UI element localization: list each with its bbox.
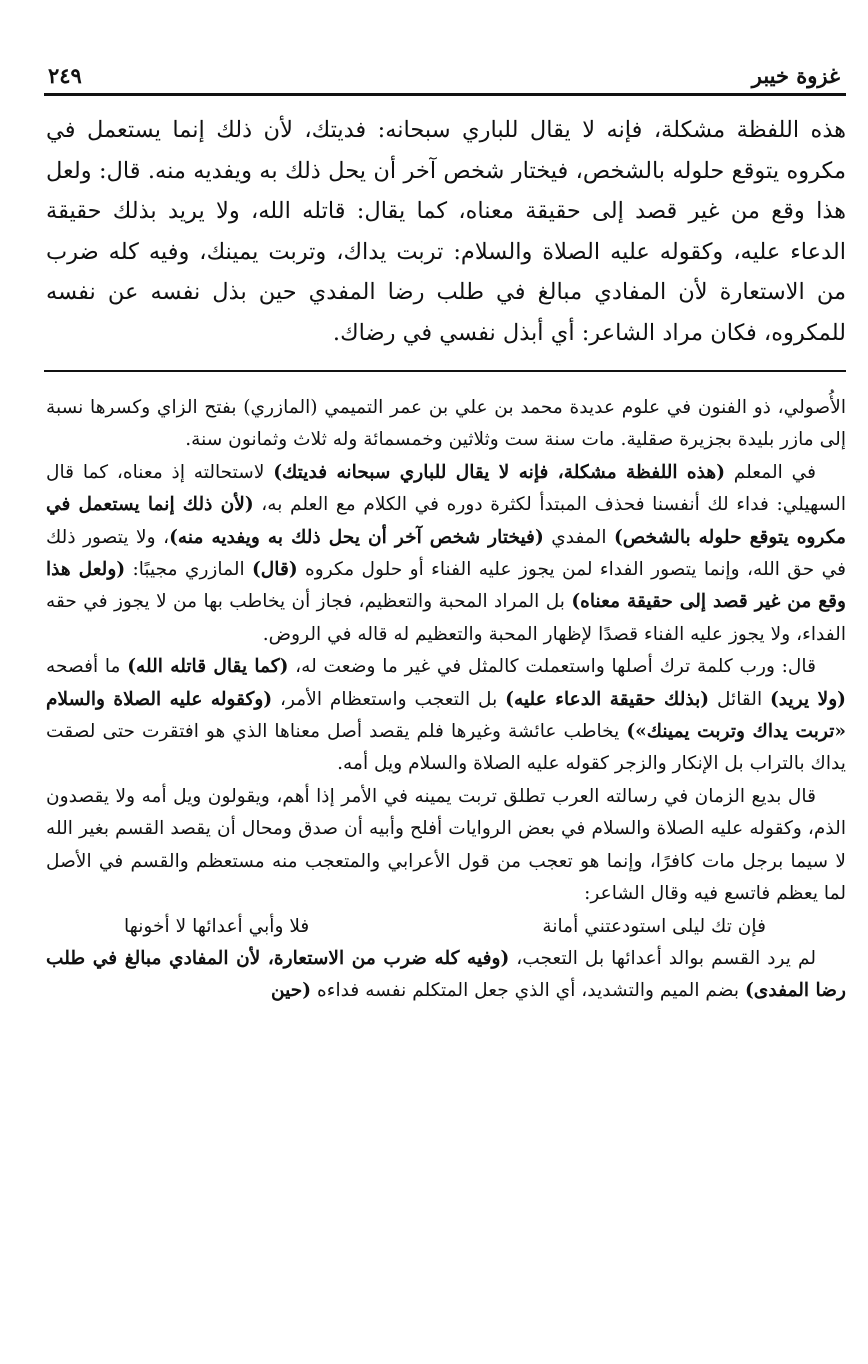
commentary <box>46 392 846 1008</box>
main-text <box>46 110 846 354</box>
commentary-text: بل المراد المحبة والتعظيم، فجاز أن يخاطب بها من لا يجوز في حقه الفداء، ولا يجوز عليه الفناء قصدًا لإظهار المحبة والتعظيم له قاله في الروض. <box>46 591 846 645</box>
quoted-matn: (فيختار شخص آخر أن يحل ذلك به ويفديه منه) <box>169 526 544 548</box>
quoted-matn: (بذلك حقيقة الدعاء عليه) <box>505 688 710 710</box>
quoted-matn: (وكقوله عليه الصلاة والسلام «تربت يداك وتربت يمينك») <box>46 688 846 743</box>
commentary-text: ما أفصحه <box>46 656 128 678</box>
quoted-matn: (لأن ذلك إنما يستعمل في مكروه يتوقع حلوله بالشخص) <box>46 494 846 548</box>
commentary-text: المفدي <box>543 526 614 548</box>
commentary-text: قال: ورب كلمة ترك أصلها واستعملت كالمثل في غير ما وضعت له، <box>288 656 816 678</box>
quoted-matn: (ولعل هذا وقع من غير قصد إلى حقيقة معناه) <box>46 559 846 613</box>
commentary-text: ، ولا يتصور ذلك في حق الله، وإنما يتصور الفداء لمن يجوز عليه الفناء أو حلول مكروه <box>46 526 846 581</box>
commentary-paragraph-4: قال بديع الزمان في رسالته العرب تطلق تربت يمينه في الأمر إذا أهم، ويقولون ويل أمه ولا يقصدون الذم، وكقوله عليه الصلاة والسلام في بعض الروايات أفلح وأبيه أن صدق ومحال أن يقصد القسم بغير الله لا سيما برجل مات كافرًا، وإنما هو تعجب من قول الأعرابي والمتعجب منه مستعظم والقسم في الأصل لما يعظم فاتسع فيه وقال الشاعر: <box>46 785 846 905</box>
quoted-matn: (هذه اللفظة مشكلة، فإنه لا يقال للباري سبحانه فديتك) <box>273 461 726 483</box>
commentary-text: في المعلم <box>725 461 816 483</box>
commentary-text: لم يرد القسم بوالد أعدائها بل التعجب، <box>509 947 816 969</box>
commentary-text: المازري مجيبًا: <box>125 559 252 581</box>
page-header <box>48 42 840 88</box>
quoted-matn: (ولا يريد) <box>770 688 846 710</box>
quoted-matn: (حين <box>271 980 312 1002</box>
quoted-matn: (وفيه كله ضرب من الاستعارة، لأن المفادي مبالغ في طلب رضا المفدى) <box>46 947 846 1002</box>
main-paragraph: هذه اللفظة مشكلة، فإنه لا يقال للباري سبحانه: فديتك، لأن ذلك إنما يستعمل في مكروه يتوقع حلوله بالشخص، فيختار شخص آخر أن يحل ذلك به ويفديه منه. قال: ولعل هذا وقع من غير قصد إلى حقيقة معناه، كما يقال: قاتله الله، ولا يريد بذلك حقيقة الدعاء عليه، وكقوله عليه الصلاة والسلام: تربت يداك، وتربت يمينك، وفيه كله ضرب من الاستعارة لأن المفادي مبالغ في طلب رضا المفدي حين بذل نفسه عن نفسه للمكروه، فكان مراد الشاعر: أي أبذل نفسي في رضاك. <box>46 117 846 346</box>
commentary-paragraph-2 <box>46 457 846 651</box>
commentary-paragraph-3 <box>46 651 846 781</box>
verse-second-hemistich: فلا وأبي أعدائها لا أخونها <box>124 915 310 937</box>
header-rule <box>44 93 846 96</box>
verse-first-hemistich: فإن تك ليلى استودعتني أمانة <box>542 915 766 937</box>
commentary-text: بل التعجب واستعظام الأمر، <box>272 688 506 710</box>
running-title: غزوة خيبر <box>751 63 840 88</box>
quoted-matn: (قال) <box>252 559 298 581</box>
commentary-text: القائل <box>709 688 770 710</box>
commentary-paragraph-1: الأُصولي، ذو الفنون في علوم عديدة محمد بن علي بن عمر التميمي (المازري) بفتح الزاي وكسرها نسبة إلى مازر بليدة بجزيرة صقلية. مات سنة ست وثلاثين وخمسمائة وله ثلاث وثمانون سنة. <box>46 397 846 451</box>
commentary-text: لاستحالته إذ معناه، كما قال السهيلي: فداء لك أنفسنا فحذف المبتدأ لكثرة دوره في الكلام مع العلم به، <box>46 461 846 516</box>
commentary-text: بضم الميم والتشديد، أي الذي جعل المتكلم نفسه فداءه <box>311 980 745 1002</box>
commentary-text: يخاطب عائشة وغيرها فلم يقصد أصل معناها الذي هو افتقرت حتى لصقت يداك بالتراب بل الإنكار والزجر كقوله عليه الصلاة والسلام ويل أمه. <box>46 721 846 775</box>
commentary-paragraph-5 <box>46 943 846 1008</box>
poetry-verse <box>46 911 846 943</box>
quoted-matn: (كما يقال قاتله الله) <box>127 656 289 678</box>
footnote-separator <box>44 370 846 372</box>
page-number: ٢٤٩ <box>48 63 82 88</box>
